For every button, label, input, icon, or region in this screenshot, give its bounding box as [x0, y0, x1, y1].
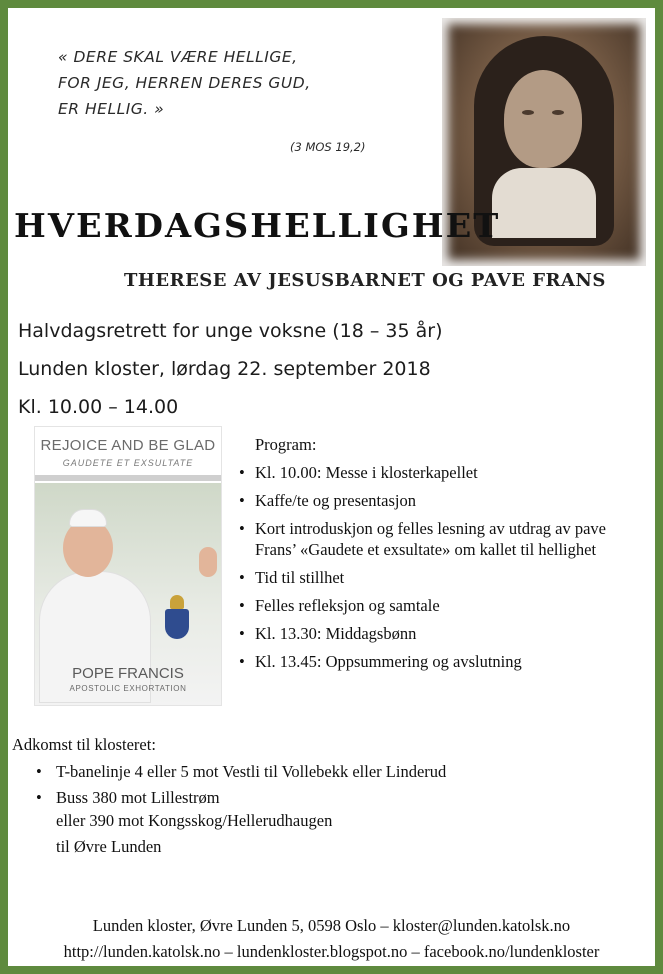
bullet-icon: •	[239, 519, 245, 538]
bullet-icon: •	[239, 596, 245, 615]
directions-item: • Buss 380 mot Lillestrøm eller 390 mot Kongsskog/Hellerudhaugen til Øvre Lunden	[36, 788, 333, 856]
page-title: HVERDAGSHELLIGHET	[14, 206, 501, 245]
quote-reference: (3 MOS 19,2)	[290, 140, 366, 154]
bullet-icon: •	[239, 491, 245, 510]
program-item: • Tid til stillhet	[239, 568, 345, 587]
book-title: REJOICE AND BE GLAD	[40, 437, 216, 454]
program-item: • Kaffe/te og presentasjon	[239, 491, 416, 510]
directions-list	[12, 761, 652, 860]
bible-quote	[58, 44, 378, 122]
program-item: • Kl. 13.30: Middagsbønn	[239, 624, 417, 643]
program-item: • Kl. 10.00: Messe i klosterkapellet	[239, 463, 478, 482]
program-list	[236, 462, 655, 672]
page-subtitle: THERESE AV JESUSBARNET OG PAVE FRANS	[124, 270, 606, 291]
directions-item: • T-banelinje 4 eller 5 mot Vestli til Vollebekk eller Linderud	[36, 762, 447, 781]
quote-line-2: FOR JEG, HERREN DERES GUD,	[58, 74, 311, 92]
book-kind: APOSTOLIC EXHORTATION	[69, 684, 187, 693]
directions-section	[12, 734, 652, 865]
poster	[8, 8, 655, 966]
bullet-icon: •	[36, 788, 42, 807]
quote-line-1: « DERE SKAL VÆRE HELLIGE,	[58, 48, 298, 66]
directions-heading: Adkomst til klosteret:	[12, 735, 156, 754]
bullet-icon: •	[239, 652, 245, 671]
program-heading: Program:	[255, 435, 317, 454]
quote-line-3: ER HELLIG. »	[58, 100, 165, 118]
coat-of-arms-icon	[159, 595, 195, 645]
footer-address: Lunden kloster, Øvre Lunden 5, 0598 Oslo – kloster@lunden.katolsk.no	[92, 916, 571, 935]
program-item: • Kl. 13.45: Oppsummering og avslutning	[239, 652, 522, 671]
footer-links: http://lunden.katolsk.no – lundenkloster.blogspot.no – facebook.no/lundenkloster	[63, 942, 600, 961]
book-subtitle: GAUDETE ET EXSULTATE	[62, 458, 194, 468]
event-time: Kl. 10.00 – 14.00	[18, 396, 179, 418]
bullet-icon: •	[239, 624, 245, 643]
book-author: POPE FRANCIS	[72, 665, 184, 682]
bullet-icon: •	[239, 463, 245, 482]
program-item: • Felles refleksjon og samtale	[239, 596, 440, 615]
bullet-icon: •	[36, 762, 42, 781]
event-type: Halvdagsretrett for unge voksne (18 – 35 år)	[18, 320, 443, 342]
event-place-date: Lunden kloster, lørdag 22. september 2018	[18, 358, 431, 380]
book-cover-image	[34, 426, 222, 706]
program-section	[236, 434, 655, 679]
bullet-icon: •	[239, 568, 245, 587]
program-item: • Kort introduskjon og felles lesning av utdrag av pave Frans’ «Gaudete et exsultate» om kallet til hellighet	[239, 519, 607, 559]
